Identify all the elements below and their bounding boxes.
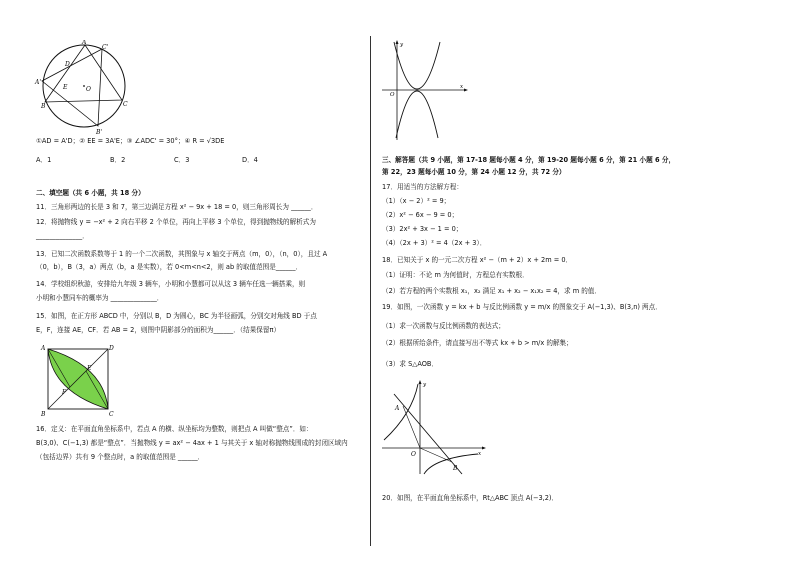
column-divider xyxy=(370,36,371,546)
label-o: O xyxy=(86,86,91,93)
q12-line2: ______________． xyxy=(36,232,89,240)
q13-line1: 13．已知二次函数系数等于 1 的一个二次函数，其图象与 x 轴交于两点（m，0），（n，0），且过 A xyxy=(36,250,328,258)
label-y: y xyxy=(423,382,427,388)
q20: 20．如图，在平面直角坐标系中，Rt△ABC 顶点 A(−3,2)． xyxy=(382,494,559,502)
label-b1: B' xyxy=(96,129,103,135)
label-e: E xyxy=(63,84,68,91)
q10-circle-figure xyxy=(34,40,134,135)
parabola-figure xyxy=(380,38,470,142)
q15-square-figure xyxy=(40,344,116,420)
hyperbola-branch-upper-left xyxy=(384,384,418,440)
segment-oa xyxy=(403,406,420,448)
option-a: A．1 xyxy=(36,156,52,164)
q19: 19．如图，一次函数 y = kx + b 与反比例函数 y = m/x 的图象交于 A(−1,3)、B(3,n) 两点． xyxy=(382,303,662,311)
label-d: D xyxy=(65,61,70,68)
q17: 17．用适当的方法解方程： xyxy=(382,183,463,191)
q14-line1: 14．学校组织秋游，安排给九年级 3 辆车，小明和小慧都可以从这 3 辆车任选一辆搭乘，则 xyxy=(36,280,306,288)
q15-line1: 15．如图，在正方形 ABCD 中，分别以 B，D 为圆心，BC 为半径画弧，分别交对角线 BD 于点 xyxy=(36,312,317,320)
option-d: D．4 xyxy=(242,156,258,164)
label-a: A xyxy=(41,345,46,352)
q12-line1: 12．将抛物线 y = −x² + 2 向右平移 2 个单位，再向上平移 3 个单位，得到抛物线的解析式为 xyxy=(36,218,316,226)
q13-line2: （0，b），B（3，a）两点（b，a 是实数），若 0<m<n<2，则 ab 的取值范围是______． xyxy=(36,263,303,271)
segment-ob xyxy=(420,448,452,462)
label-o: O xyxy=(411,451,416,458)
q10-statements: ①AD = A'D；② EE = 3A'E；③ ∠ADC' = 30°；④ R = √3DE xyxy=(36,137,225,145)
label-b: B xyxy=(41,103,46,110)
q18: 18．已知关于 x 的一元二次方程 x² −（m + 2）x + 2m = 0． xyxy=(382,256,573,264)
q11: 11．三角形两边的长是 3 和 7，第三边满足方程 x² − 9x + 18 = 0，则三角形周长为 ______． xyxy=(36,203,318,211)
section3-title-line2: 第 22，23 题每小题 10 分，第 24 小题 12 分，共 72 分） xyxy=(382,168,566,176)
q16-line1: 16．定义：在平面直角坐标系中，若点 A 的横、纵坐标均为整数，则把点 A 叫做“整点”．如： xyxy=(36,425,313,433)
triangle-a1b1c1 xyxy=(42,49,102,126)
label-x: x xyxy=(460,84,464,90)
upward-parabola xyxy=(394,42,440,89)
label-o: O xyxy=(390,92,395,98)
option-b: B．2 xyxy=(110,156,126,164)
label-c: C xyxy=(123,101,128,108)
label-x: x xyxy=(478,451,482,457)
q17-item-2: （2）x² − 6x − 9 = 0； xyxy=(382,211,459,219)
label-d: D xyxy=(109,345,114,352)
q16-line2: B(3,0)、C(−1,3) 都是“整点”．当抛物线 y = ax² − 4ax + 1 与其关于 x 轴对称抛物线围成的封闭区域内 xyxy=(36,439,348,447)
section2-title: 二、填空题（共 6 小题，共 18 分） xyxy=(36,189,145,197)
label-f: F xyxy=(62,389,67,396)
q16-line3: （包括边界）共有 9 个整点时，a 的取值范围是 ______． xyxy=(36,453,205,461)
q19-item-3: （3）求 S△AOB． xyxy=(382,360,439,368)
q15-line2: E，F，连接 AE，CF．若 AB = 2，则图中阴影部分的面积为______．（结果保留π） xyxy=(36,326,281,334)
q17-item-3: （3）2x² + 3x − 1 = 0； xyxy=(382,225,463,233)
q19-item-2: （2）根据所给条件，请直接写出不等式 kx + b > m/x 的解集； xyxy=(382,339,573,347)
label-b: B xyxy=(453,465,458,472)
q14-line2: 小明和小慧同车的概率为 ______________． xyxy=(36,294,164,302)
label-a1: A' xyxy=(35,79,41,86)
section3-title-line1: 三、解答题（共 9 小题，第 17-18 题每小题 4 分，第 19-20 题每小题 6 分，第 21 小题 6 分， xyxy=(382,156,676,164)
q17-item-4: （4）（2x + 3）² = 4（2x + 3）． xyxy=(382,239,487,247)
label-b: B xyxy=(41,411,46,418)
label-c: C xyxy=(109,411,114,418)
q18-item-1: （1）证明：不论 m 为何值时，方程总有实数根． xyxy=(382,271,529,279)
q19-graph-figure xyxy=(378,378,490,476)
label-c1: C' xyxy=(102,44,109,51)
label-y: y xyxy=(400,42,404,48)
hyperbola-branch-lower-right xyxy=(424,454,478,474)
q19-item-1: （1）求一次函数与反比例函数的表达式； xyxy=(382,322,505,330)
q17-item-1: （1）（x − 2）² = 9； xyxy=(382,197,451,205)
label-a: A xyxy=(82,40,87,46)
downward-parabola xyxy=(396,91,438,138)
label-a: A xyxy=(395,405,400,412)
q18-item-2: （2）若方程的两个实数根 x₁，x₂ 满足 x₁ + x₂ − x₁x₂ = 4，求 m 的值． xyxy=(382,287,601,295)
option-c: C．3 xyxy=(174,156,190,164)
label-e: E xyxy=(87,365,92,372)
